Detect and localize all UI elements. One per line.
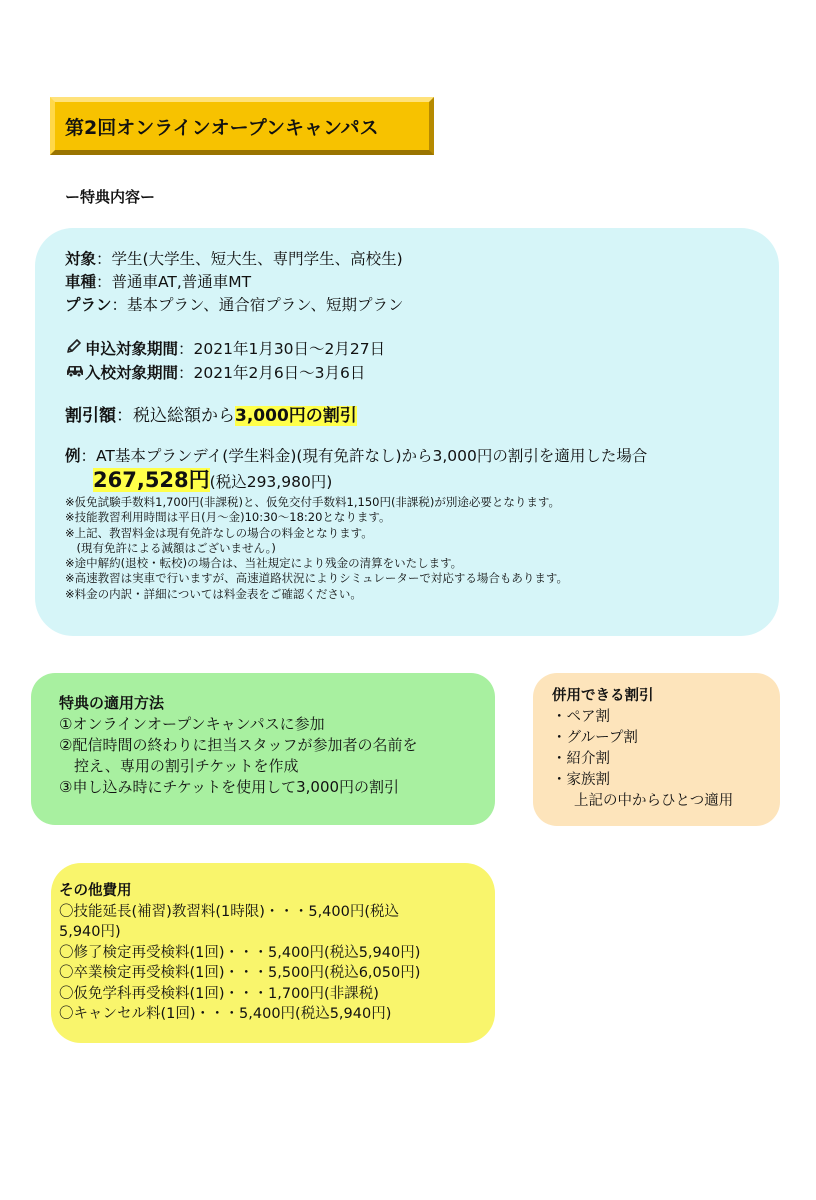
apply-period-label: 申込対象期間 bbox=[85, 340, 179, 358]
combine-heading: 併用できる割引 bbox=[552, 688, 654, 704]
combine-item: ・紹介割 bbox=[552, 751, 610, 767]
discount-row bbox=[65, 405, 749, 428]
method-step: ②配信時間の終わりに担当スタッフが参加者の名前を bbox=[59, 736, 418, 754]
car-value: ：普通車AT,普通車MT bbox=[96, 273, 252, 291]
discount-label: 割引額 bbox=[65, 406, 116, 426]
section-label: ー特典内容ー bbox=[65, 188, 156, 206]
example-text: ：AT基本プランデイ(学生料金)(現有免許なし)から3,000円の割引を適用した場合 bbox=[80, 447, 648, 465]
example-price: 267,528円 bbox=[93, 468, 210, 492]
target-row bbox=[65, 248, 749, 271]
fee-line: 〇仮免学科再受検料(1回)・・・1,700円(非課税) bbox=[59, 985, 379, 1002]
apply-period-value: ：2021年1月30日～2月27日 bbox=[178, 340, 386, 358]
combine-item: ・グループ割 bbox=[552, 730, 638, 746]
fee-line: 〇技能延長(補習)教習料(1時限)・・・5,400円(税込 bbox=[59, 903, 400, 920]
method-heading: 特典の適用方法 bbox=[59, 694, 165, 712]
target-value: ：学生(大学生、短大生、専門学生、高校生) bbox=[96, 250, 403, 268]
fees-heading: その他費用 bbox=[59, 883, 132, 899]
note-item: ※技能教習利用時間は平日(月～金)10:30～18:20となります。 bbox=[65, 510, 391, 525]
entry-period-label: 入校対象期間 bbox=[85, 364, 179, 382]
combine-item: ・家族割 bbox=[552, 772, 610, 788]
discount-prefix: ：税込総額から bbox=[116, 406, 235, 426]
combine-item: ・ペア割 bbox=[552, 709, 610, 725]
note-item: ※途中解約(退校・転校)の場合は、当社規定により残金の清算をいたします。 bbox=[65, 556, 463, 571]
car-icon bbox=[65, 362, 85, 385]
fee-line: 〇修了検定再受検料(1回)・・・5,400円(税込5,940円) bbox=[59, 944, 421, 961]
note-item: ※高速教習は実車で行いますが、高速道路状況によりシミュレーターで対応する場合もあります。 bbox=[65, 571, 568, 586]
entry-period-value: ：2021年2月6日～3月6日 bbox=[178, 364, 366, 382]
fee-line: 〇卒業検定再受検料(1回)・・・5,500円(税込6,050円) bbox=[59, 965, 421, 981]
application-method-panel bbox=[31, 673, 495, 825]
note-item: (現有免許による減額はございません。) bbox=[65, 540, 276, 555]
plan-label: プラン bbox=[65, 296, 112, 314]
pencil-icon bbox=[65, 337, 85, 362]
plan-row bbox=[65, 294, 749, 317]
car-row bbox=[65, 271, 749, 294]
example-tax: (税込293,980円) bbox=[209, 473, 333, 491]
method-step: ①オンラインオープンキャンパスに参加 bbox=[59, 715, 325, 733]
benefit-details-panel bbox=[35, 228, 779, 636]
other-fees-panel bbox=[51, 863, 495, 1043]
method-step: 控え、専用の割引チケットを作成 bbox=[59, 757, 299, 775]
plan-value: ：基本プラン、通合宿プラン、短期プラン bbox=[111, 296, 404, 314]
notes-list bbox=[65, 495, 749, 602]
example-row bbox=[65, 445, 749, 468]
note-item: ※料金の内訳・詳細については料金表をご確認ください。 bbox=[65, 586, 362, 601]
entry-period-row bbox=[65, 362, 749, 385]
page-title: 第2回オンラインオープンキャンパス bbox=[50, 97, 434, 155]
target-label: 対象 bbox=[65, 250, 97, 268]
fee-line: 5,940円) bbox=[59, 924, 121, 940]
combinable-discounts-panel bbox=[533, 673, 780, 826]
discount-highlight: 3,000円の割引 bbox=[235, 406, 357, 426]
example-price-row bbox=[65, 468, 749, 494]
example-label: 例 bbox=[65, 447, 81, 465]
method-step: ③申し込み時にチケットを使用して3,000円の割引 bbox=[59, 778, 400, 796]
apply-period-row bbox=[65, 337, 749, 362]
note-item: ※仮免試験手数料1,700円(非課税)と、仮免交付手数料1,150円(非課税)が別途必要となります。 bbox=[65, 495, 561, 509]
note-item: ※上記、教習料金は現有免許なしの場合の料金となります。 bbox=[65, 525, 373, 540]
combine-note: 上記の中からひとつ適用 bbox=[574, 793, 734, 809]
fee-line: 〇キャンセル料(1回)・・・5,400円(税込5,940円) bbox=[59, 1006, 392, 1022]
car-label: 車種 bbox=[65, 273, 97, 291]
